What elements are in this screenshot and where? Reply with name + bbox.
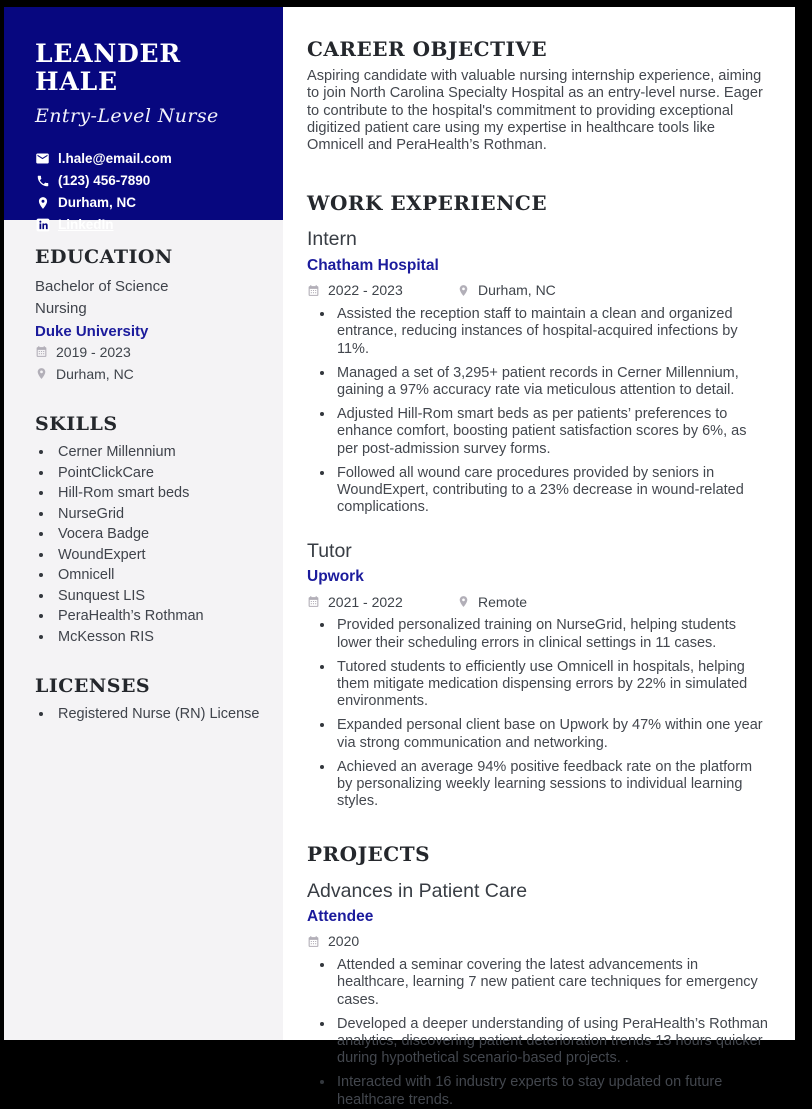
skill-item: • Cerner Millennium [54,442,265,463]
education-location: Durham, NC [56,365,134,382]
resume-page [4,7,795,1108]
bullet-point: • Followed all wound care procedures provided by seniors in WoundExpert, contributing to a 23% decrease in wound-related complications. [335,464,770,517]
contact-phone [35,170,265,191]
job-bullets [307,616,770,811]
location-text: Durham, NC [58,195,137,210]
skill-item: • PointClickCare [54,463,265,484]
location-pin-icon [35,367,49,380]
bullet-point: • Provided personalized training on NurseGrid, helping students lower their scheduling errors in clinical settings in 11 cases. [335,616,770,652]
bullet-point: • Adjusted Hill-Rom smart beds as per patients’ preferences to enhance comfort, boosting patient satisfaction scores by 6%, as per post-admission survey forms. [335,405,770,458]
education-degree: Bachelor of Science Nursing [35,278,169,317]
phone-icon [35,173,50,188]
license-item: • Registered Nurse (RN) License [54,704,265,725]
work-experience-heading: WORK EXPERIENCE [307,191,548,216]
sidebar-header [4,7,283,232]
job-location-group [457,594,527,610]
calendar-icon [307,595,321,608]
project-role: Attendee [307,907,374,925]
skill-item: • NurseGrid [54,504,265,525]
candidate-name: LEANDER HALE [35,39,181,96]
bullet-point: • Attended a seminar covering the latest advancements in healthcare, learning 7 new patient care techniques for emergency cases. [335,956,770,1009]
education-dates-row [35,341,265,362]
projects-heading: PROJECTS [307,841,431,866]
skill-item: • WoundExpert [54,545,265,566]
skill-item: • Vocera Badge [54,524,265,545]
bullet-point: • Achieved an average 94% positive feedback rate on the platform by personalizing weekly learning sessions to individual learning styles. [335,758,770,811]
project-dates: 2020 [328,933,360,950]
project-title: Advances in Patient Care [307,879,528,902]
bullet-point: • Expanded personal client base on Upwork by 47% within one year via strong communication and networking. [335,716,770,752]
job-location: Durham, NC [478,282,556,299]
skills-heading: SKILLS [35,413,118,435]
career-objective-heading: CAREER OBJECTIVE [307,37,548,61]
skill-item: • Hill-Rom smart beds [54,483,265,504]
bullet-point: • Assisted the reception staff to maintain a clean and organized entrance, reducing instances of hospital-acquired infections by 11%. [335,305,770,358]
location-pin-icon [457,595,471,608]
education-location-row [35,363,265,384]
phone-text: (123) 456-7890 [58,173,151,188]
education-school: Duke University [35,323,149,340]
projects-section [307,842,770,1109]
email-icon [35,151,50,166]
job-location: Remote [478,593,528,610]
candidate-title: Entry-Level Nurse [35,105,219,127]
calendar-icon [307,935,321,948]
skill-item: • PeraHealth’s Rothman [54,606,265,627]
career-objective-text: Aspiring candidate with valuable nursing internship experience, aiming to join North Carolina Specialty Hospital as an entry-level nurse. Eager to contribute to the hospital's commitment to providing exceptional digitized patient care using my expertise in healthcare tools like Omnicell and PeraHealth’s Rothman. [307,68,763,154]
project-entry [307,880,770,1109]
licenses-list [35,704,265,725]
job-bullets [307,305,770,517]
job-meta-row [307,280,770,301]
location-pin-icon [35,195,50,210]
bullet-point: • Managed a set of 3,295+ patient records in Cerner Millennium, gaining a 97% accuracy rate via meticulous attention to detail. [335,364,770,400]
contact-location [35,192,265,213]
skill-item: • Sunquest LIS [54,586,265,607]
work-experience-section [307,191,770,810]
bullet-point: • Interacted with 16 industry experts to stay updated on future healthcare trends. [335,1073,770,1109]
skill-item: • Omnicell [54,565,265,586]
education-heading: EDUCATION [35,246,173,268]
job-entry-tutor [307,540,770,811]
job-dates-group [307,282,457,298]
career-objective-section [307,37,770,154]
project-bullets [307,956,770,1109]
bullet-point: • Developed a deeper understanding of using PeraHealth’s Rothman analytics, discovering patient deterioration trends 13 hours quicker during hypothetical scenario-based projects. . [335,1015,770,1068]
education-dates: 2019 - 2023 [56,343,131,360]
skills-list [35,442,265,647]
location-pin-icon [457,284,471,297]
calendar-icon [35,345,49,358]
skill-item: • McKesson RIS [54,627,265,648]
job-title: Intern [307,228,357,251]
licenses-heading: LICENSES [35,675,151,697]
job-meta-row [307,591,770,612]
sidebar [4,7,283,1040]
job-title: Tutor [307,539,352,562]
job-dates: 2021 - 2022 [328,593,403,610]
job-dates: 2022 - 2023 [328,282,403,299]
bullet-point: • Tutored students to efficiently use Omnicell in hospitals, helping them mitigate medication dispensing errors by 22% in simulated environments. [335,658,770,711]
main-column [283,7,795,1108]
email-text: l.hale@email.com [58,151,172,166]
project-dates-group [307,933,457,949]
contact-email [35,148,265,169]
calendar-icon [307,284,321,297]
job-company: Chatham Hospital [307,256,439,274]
linkedin-link[interactable]: LinkedIn [58,217,114,232]
project-meta-row [307,931,770,952]
job-dates-group [307,594,457,610]
sidebar-body [4,220,283,745]
job-location-group [457,282,556,298]
job-company: Upwork [307,568,364,586]
job-entry-intern [307,228,770,516]
